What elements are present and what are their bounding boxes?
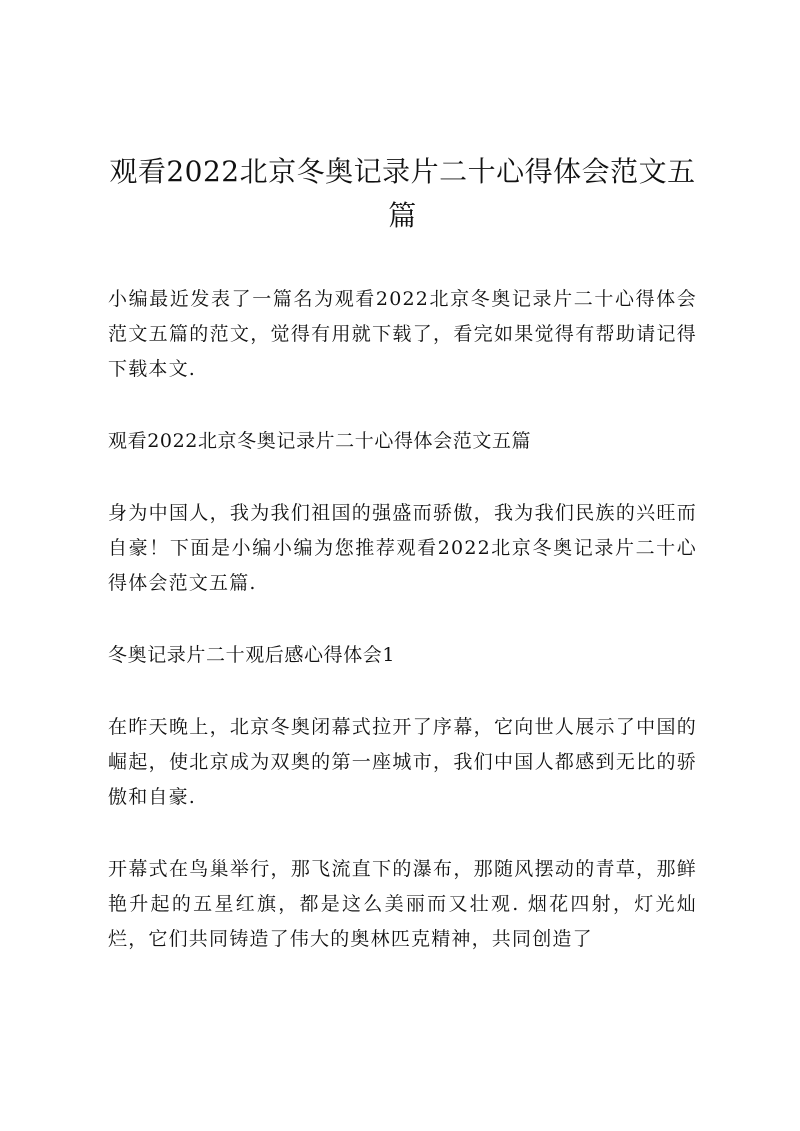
- body-paragraph: 身为中国人，我为我们祖国的强盛而骄傲，我为我们民族的兴旺而自豪！下面是小编小编为您推荐观看2022北京冬奥记录片二十心得体会范文五篇.: [108, 502, 697, 594]
- body-paragraph: 开幕式在鸟巢举行，那飞流直下的瀑布，那随风摆动的青草，那鲜艳升起的五星红旗，都是这么美丽而又壮观. 烟花四射，灯光灿烂，它们共同铸造了伟大的奥林匹克精神，共同创造了: [108, 858, 697, 950]
- essay-heading: 冬奥记录片二十观后感心得体会1: [108, 644, 396, 666]
- document-title: 观看2022北京冬奥记录片二十心得体会范文五篇: [109, 155, 696, 232]
- body-paragraph: 在昨天晚上，北京冬奥闭幕式拉开了序幕，它向世人展示了中国的崛起，使北京成为双奥的第一座城市，我们中国人都感到无比的骄傲和自豪.: [108, 716, 697, 808]
- section-heading: 观看2022北京冬奥记录片二十心得体会范文五篇: [108, 430, 532, 452]
- intro-paragraph: 小编最近发表了一篇名为观看2022北京冬奥记录片二十心得体会范文五篇的范文，觉得有用就下载了，看完如果觉得有帮助请记得下载本文.: [108, 288, 697, 380]
